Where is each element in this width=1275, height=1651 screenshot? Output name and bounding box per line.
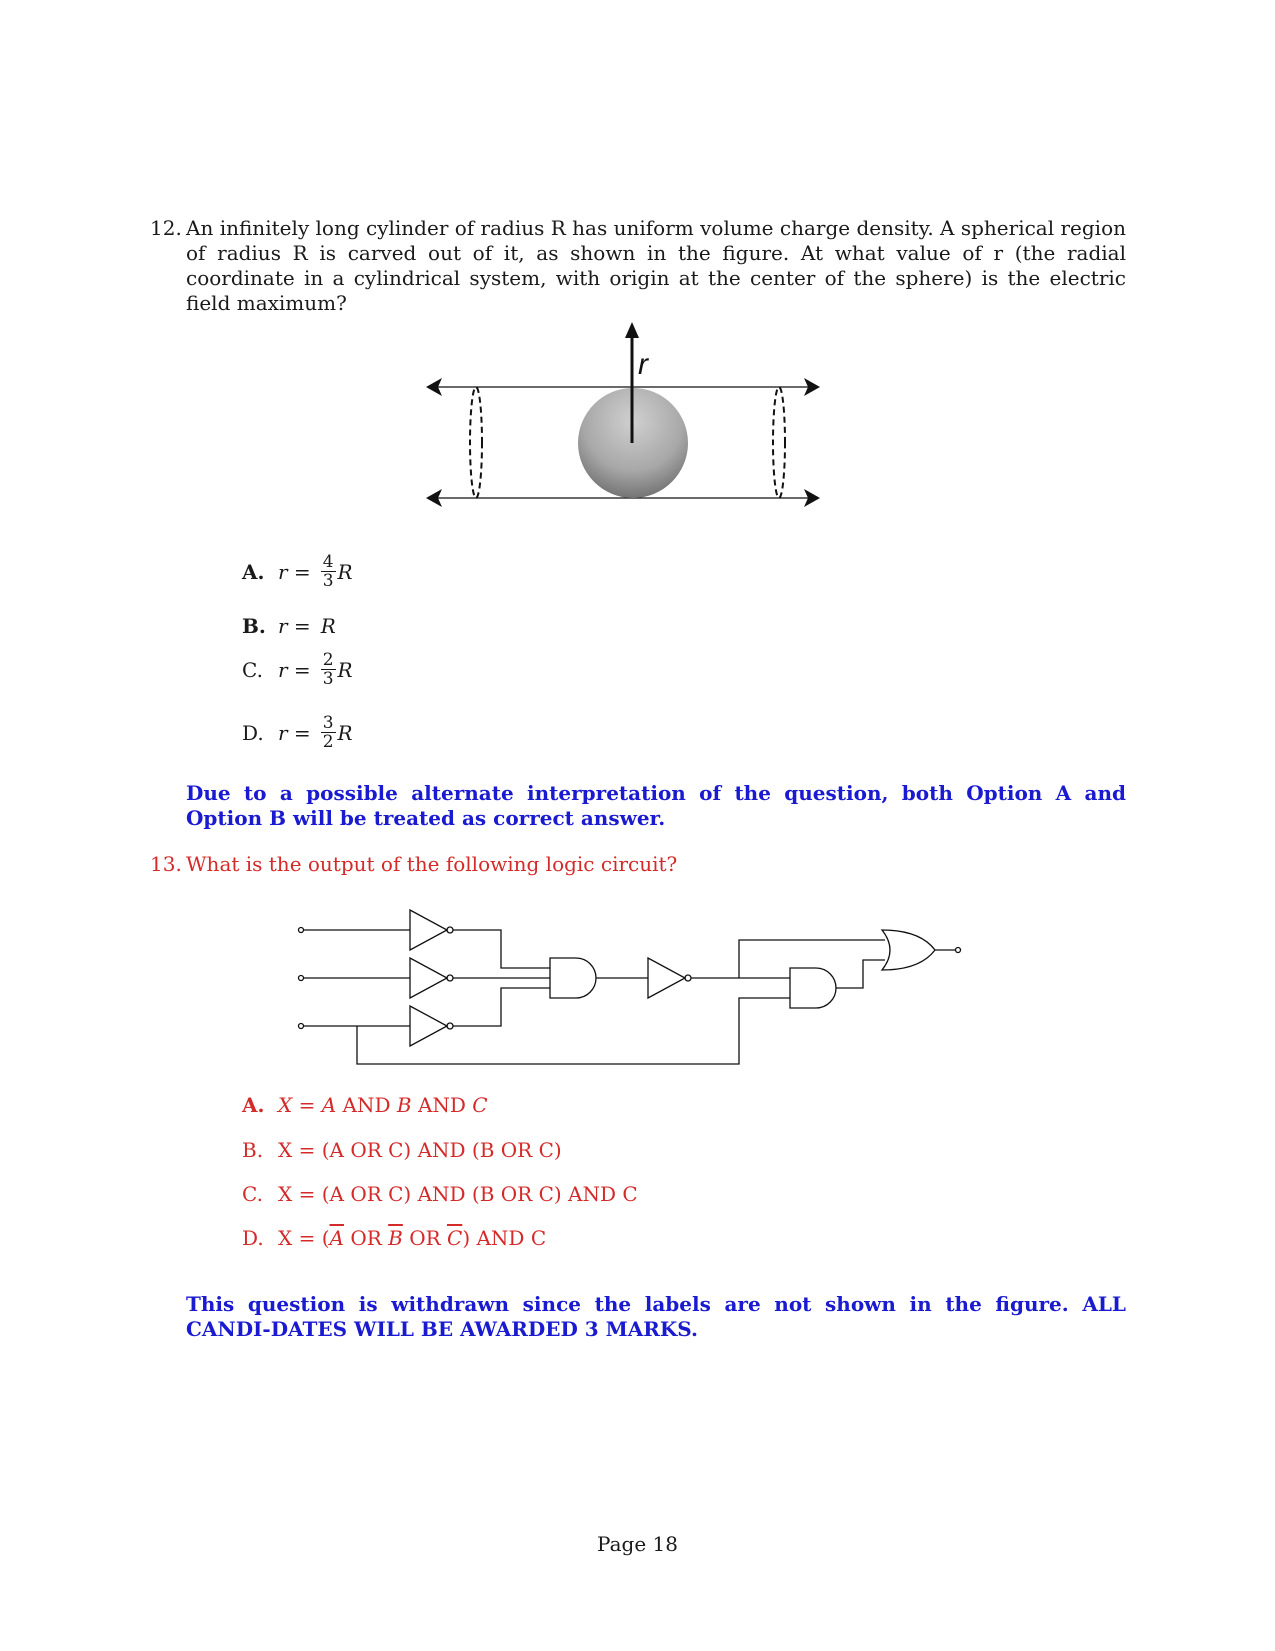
- expr-c-bar: $\overline{C}$: [447, 1226, 463, 1250]
- not-gate-4: [648, 958, 685, 998]
- option-lhs: r =: [278, 657, 311, 682]
- option-letter: C.: [242, 1182, 263, 1206]
- question-13-number: 13.: [150, 852, 182, 876]
- option-lhs: r =: [278, 559, 311, 584]
- q13-option-a[interactable]: [242, 1093, 488, 1117]
- wire-not1-to-and1: [453, 930, 550, 968]
- fraction-numerator: 4: [322, 552, 334, 572]
- cross-section-ellipse-right: [773, 387, 785, 498]
- option-rhs: R: [337, 559, 353, 584]
- output-terminal: [956, 948, 961, 953]
- option-rhs: R: [320, 614, 336, 638]
- cylinder-sphere-figure: [420, 318, 840, 518]
- expr-a-bar: $\overline{A}$: [329, 1226, 344, 1250]
- expr-prefix: X = (: [278, 1226, 330, 1250]
- fraction-numerator: 3: [322, 713, 334, 733]
- option-expression: [278, 1226, 546, 1250]
- option-letter: C.: [242, 657, 263, 682]
- q13-option-b[interactable]: [242, 1138, 562, 1162]
- and-gate-1: [550, 958, 596, 998]
- q13-notice: This question is withdrawn since the labels are not shown in the figure. ALL CANDI-DATES WILL BE AWARDED 3 MARKS.: [186, 1292, 1126, 1341]
- radial-axis-arrowhead: [625, 322, 639, 338]
- and-gate-2: [790, 968, 836, 1008]
- option-lhs: r =: [278, 720, 311, 745]
- expr-b-bar: $\overline{B}$: [388, 1226, 403, 1250]
- q13-option-d[interactable]: [242, 1226, 546, 1250]
- wire-input3-to-and2: [357, 998, 790, 1064]
- option-lhs: r =: [278, 614, 311, 638]
- expr-and-1: AND: [336, 1093, 397, 1117]
- option-expression: X = (A OR C) AND (B OR C) AND C: [278, 1182, 638, 1206]
- expr-a: A: [321, 1093, 337, 1117]
- logic-circuit-figure: [280, 890, 1000, 1080]
- expr-b: B: [396, 1093, 412, 1117]
- radial-axis-label: r: [638, 348, 648, 381]
- option-letter: A.: [242, 1093, 265, 1117]
- wire-not3-to-and1: [453, 988, 550, 1026]
- input-terminal-1: [299, 928, 304, 933]
- expr-and-2: AND: [411, 1093, 473, 1117]
- not-gate-3: [410, 1006, 447, 1046]
- page-number: Page 18: [597, 1532, 678, 1556]
- q12-option-b[interactable]: [242, 614, 336, 638]
- expr-suffix: ) AND C: [462, 1226, 547, 1250]
- q12-notice: Due to a possible alternate interpretation of the question, both Option A and Option B will be treated as correct answer.: [186, 781, 1126, 830]
- cross-section-ellipse-left: [470, 387, 482, 498]
- option-letter: D.: [242, 1226, 264, 1250]
- option-letter: A.: [242, 559, 265, 584]
- q12-option-c[interactable]: [242, 651, 353, 688]
- expr-equals: =: [292, 1093, 322, 1117]
- option-rhs: R: [337, 657, 353, 682]
- q12-option-d[interactable]: [242, 714, 353, 751]
- not-gate-1: [410, 910, 447, 950]
- option-rhs: R: [337, 720, 353, 745]
- fraction: [321, 714, 336, 751]
- expr-c: C: [472, 1093, 488, 1117]
- fraction-denominator: 3: [322, 571, 334, 591]
- expr-or-2: OR: [402, 1226, 448, 1250]
- fraction: [321, 553, 336, 590]
- fraction-denominator: 2: [322, 732, 334, 752]
- fraction: [321, 651, 336, 688]
- option-letter: B.: [242, 1138, 264, 1162]
- option-expression: [278, 1093, 488, 1117]
- input-terminal-2: [299, 976, 304, 981]
- fraction-denominator: 3: [322, 669, 334, 689]
- option-letter: B.: [242, 614, 266, 638]
- q12-option-a[interactable]: [242, 553, 353, 590]
- wire-and2-to-or: [836, 960, 885, 988]
- fraction-numerator: 2: [322, 650, 334, 670]
- expr-or-1: OR: [343, 1226, 389, 1250]
- q13-option-c[interactable]: [242, 1182, 638, 1206]
- question-13-text: What is the output of the following logic circuit?: [186, 852, 678, 876]
- or-gate: [882, 930, 935, 970]
- expr-x: X: [278, 1093, 293, 1117]
- question-12-number: 12.: [150, 216, 182, 240]
- question-12-text: An infinitely long cylinder of radius R has uniform volume charge density. A spherical region of radius R is carved out of it, as shown in the figure. At what value of r (the radial coordinate in a cylindrical system, with origin at the center of the sphere) is the electric field maximum?: [186, 216, 1126, 315]
- option-letter: D.: [242, 720, 264, 745]
- option-expression: X = (A OR C) AND (B OR C): [278, 1138, 562, 1162]
- input-terminal-3: [299, 1024, 304, 1029]
- not-gate-2: [410, 958, 447, 998]
